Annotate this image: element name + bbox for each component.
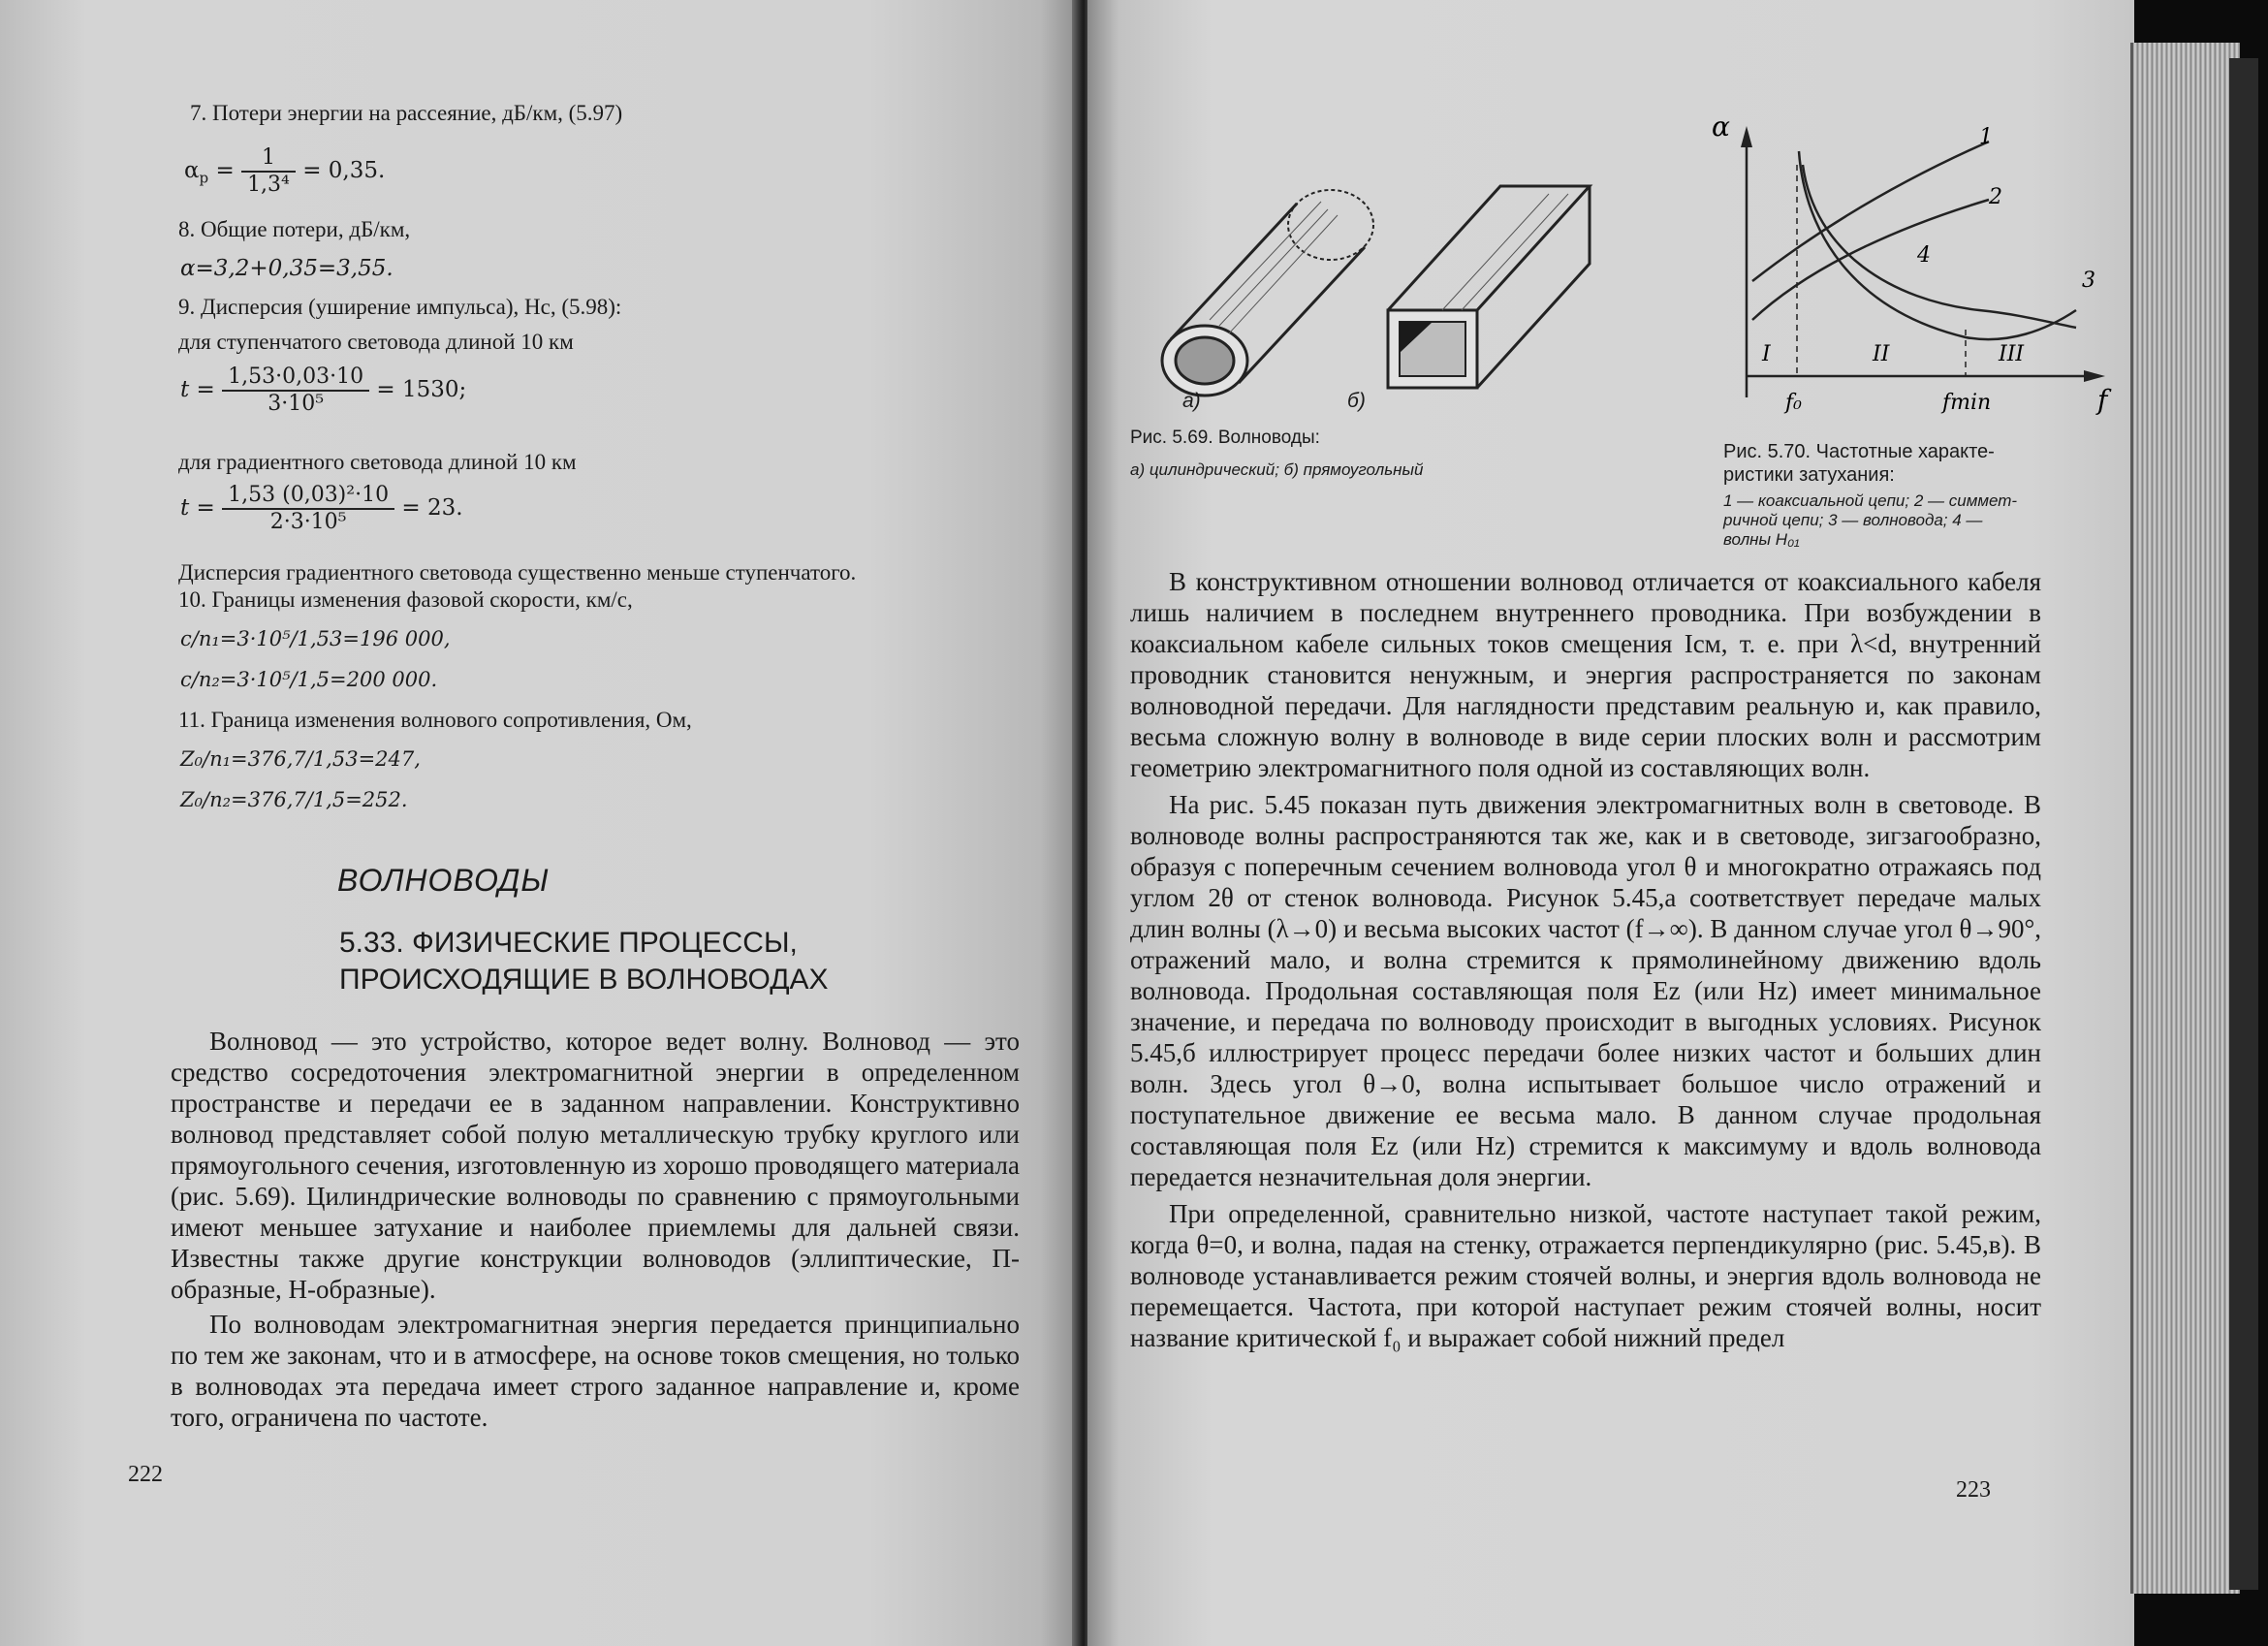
figure-5-70-attenuation-plot [1698,107,2125,427]
subsection-title-line-2: ПРОИСХОДЯЩИЕ В ВОЛНОВОДАХ [339,964,829,996]
formula-alpha-num: 1 [241,145,296,173]
page-number-left: 222 [128,1462,163,1487]
figure-5-70-caption-body-3: волны H₀₁ [1723,530,1800,549]
rectangular-waveguide-drawing [1388,186,1590,388]
formula-z1: Z₀/n₁=376,7/1,53=247, [180,747,421,771]
formula-t1 [180,364,466,417]
right-body-text [1130,566,2041,1353]
book-page-edges [2130,43,2240,1594]
left-paragraph-2: По волноводам электромагнитная энергия передается принципиально по тем же законам, что и в атмосфере, на основе токов смещения, но только в волноводах эта передача имеет строго заданное направление и, кроме того, ограничена по частоте. [171,1310,1020,1432]
formula-t1-rhs: = 1530; [376,377,467,402]
curve-3-label: 3 [2082,269,2095,293]
book-cover-edge [2229,58,2258,1590]
subsection-title-line-1: 5.33. ФИЗИЧЕСКИЕ ПРОЦЕССЫ, [339,927,798,959]
region-3-label: III [1999,342,2025,366]
curve-2-label: 2 [1989,185,2002,209]
formula-t2-den: 2·3·10⁵ [269,510,347,534]
item-9-conclusion: Дисперсия градиентного световода существенно меньше ступенчатого. [178,560,857,585]
figure-5-69-caption-title: Рис. 5.69. Волноводы: [1130,427,1320,448]
curve-1-label: 1 [1979,125,1993,149]
figure-5-69-caption-body: а) цилиндрический; б) прямоугольный [1130,460,1424,479]
formula-t1-den: 3·10⁵ [268,392,325,416]
formula-t2-fraction [222,483,394,535]
formula-t2-lhs: t = [180,495,215,521]
tick-fmin: fmin [1942,391,1992,415]
formula-total-loss: α=3,2+0,35=3,55. [180,256,394,281]
formula-t2 [180,483,463,535]
formula-alpha-eq: = [215,158,235,183]
curve-4 [1803,165,2076,328]
item-8-title: 8. Общие потери, дБ/км, [178,217,411,241]
formula-t1-num: 1,53·0,03·10 [222,364,369,392]
left-page [0,0,1084,1646]
figure-5-70-caption-body-2: ричной цепи; 3 — волновода; 4 — [1723,511,1983,529]
region-2-label: II [1873,342,1890,366]
figure-5-70-caption-title-1: Рис. 5.70. Частотные характе- [1723,441,1995,462]
region-1-label: I [1762,342,1771,366]
cylindrical-waveguide-drawing [1162,190,1373,396]
figure-5-70-caption-body-1: 1 — коаксиальной цепи; 2 — симмет- [1723,491,2018,510]
item-9-grad: для градиентного световода длиной 10 км [178,450,577,474]
formula-t1-fraction [222,364,369,417]
formula-t2-rhs: = 23. [401,495,463,521]
figure-5-69-label-a: а) [1182,390,1201,412]
item-9-title: 9. Дисперсия (уширение импульса), Нс, (5.98): [178,295,622,319]
section-title: ВОЛНОВОДЫ [337,863,550,898]
right-paragraph-2: На рис. 5.45 показан путь движения электромагнитных волн в световоде. В волноводе волны распространяются так же, как и в световоде, зигзагообразно, образуя с поперечным сечением волновода угол θ и многократно отражаясь под углом 2θ от стенок волновода. Рисунок 5.45,а соответствует передаче малых длин волны (λ→0) и весьма высоких частот (f→∞). В данном случае угол θ→90°, отражений мало, и волна стремится к прямолинейному движению вдоль волновода. Продольная составляющая поля Ez (или Hz) имеет минимальное значение, и передача по волноводу происходит в выгодных условиях. Рисунок 5.45,б иллюстрирует процесс передачи более низких частот и больших длин волн. Здесь угол θ→0, волна испытывает большое число отражений и поступательное движение ее весьма мало. В данном случае продольная составляющая поля Ez (или Hz) стремится к максимуму и вдоль волновода передается незначительная доля энергии. [1130,790,2041,1191]
formula-alpha-fraction [241,145,296,198]
curve-2 [1752,200,1989,320]
right-paragraph-1: В конструктивном отношении волновод отличается от коаксиального кабеля лишь наличием в последнем внутреннего проводника. При возбуждении в коаксиальном кабеле сильных токов смещения Iсм, т. е. при λ<d, внутренний проводник становится ненужным, и энергия распространяется по законам волноводной передачи. Для наглядности представим реальную и, как правило, весьма сложную волну в волноводе в виде серии плоских волн и рассмотрим геометрию электромагнитного поля одной из составляющих волн. [1130,567,2041,782]
left-paragraph-1: Волновод — это устройство, которое ведет волну. Волновод — это средство сосредоточения электромагнитной энергии в определенном пространстве и передачи ее в заданном направлении. Конструктивно волновод представляет собой полую металлическую трубку круглого или прямоугольного сечения, изготовленную из хорошо проводящего материала (рис. 5.69). Цилиндрические волноводы по сравнению с прямоугольными имеют меньшее затухание и наиболее приемлемы для дальней связи. Известны также другие конструкции волноводов (эллиптические, П-образные, Н-образные). [171,1027,1020,1304]
formula-z2: Z₀/n₂=376,7/1,5=252. [180,788,408,811]
formula-alpha-symbol: α [184,158,200,183]
item-9-step: для ступенчатого световода длиной 10 км [178,330,574,354]
right-page [1087,0,2134,1646]
curve-4-label: 4 [1917,243,1931,268]
right-paragraph-3: При определенной, сравнительно низкой, частоте наступает такой режим, когда θ=0, и волна, падая на стенку, отражается перпендикулярно (рис. 5.45,в). В волноводе устанавливается режим стоячей волны, и энергия вдоль волновода не перемещается. Частота, при которой наступает режим стоячей волны, носит название критической f₀ и выражает собой нижний предел [1130,1199,2041,1352]
axis-x-label: f [2097,384,2108,416]
formula-alpha-rhs: = 0,35. [302,158,386,183]
item-11-title: 11. Граница изменения волнового сопротивления, Ом, [178,708,692,732]
figure-5-69-label-b: б) [1347,390,1366,412]
formula-t1-lhs: t = [180,377,215,402]
item-7-title: 7. Потери энергии на рассеяние, дБ/км, (5.97) [190,101,623,125]
item-10-title: 10. Границы изменения фазовой скорости, км/с, [178,587,633,612]
left-body-text [171,1026,1020,1433]
figure-5-70-caption-title-2: ристики затухания: [1723,464,1895,486]
figure-5-69-waveguides [1151,174,1617,417]
axis-y-label: α [1712,111,1730,142]
formula-c1: c/n₁=3·10⁵/1,53=196 000, [180,627,451,650]
formula-t2-num: 1,53 (0,03)²·10 [222,483,394,510]
tick-f0: f₀ [1785,391,1802,415]
formula-alpha-sub: р [199,169,209,187]
formula-alpha-den: 1,3⁴ [247,173,290,197]
formula-alpha-p [184,145,385,198]
page-number-right: 223 [1956,1477,1991,1503]
formula-c2: c/n₂=3·10⁵/1,5=200 000. [180,668,438,691]
